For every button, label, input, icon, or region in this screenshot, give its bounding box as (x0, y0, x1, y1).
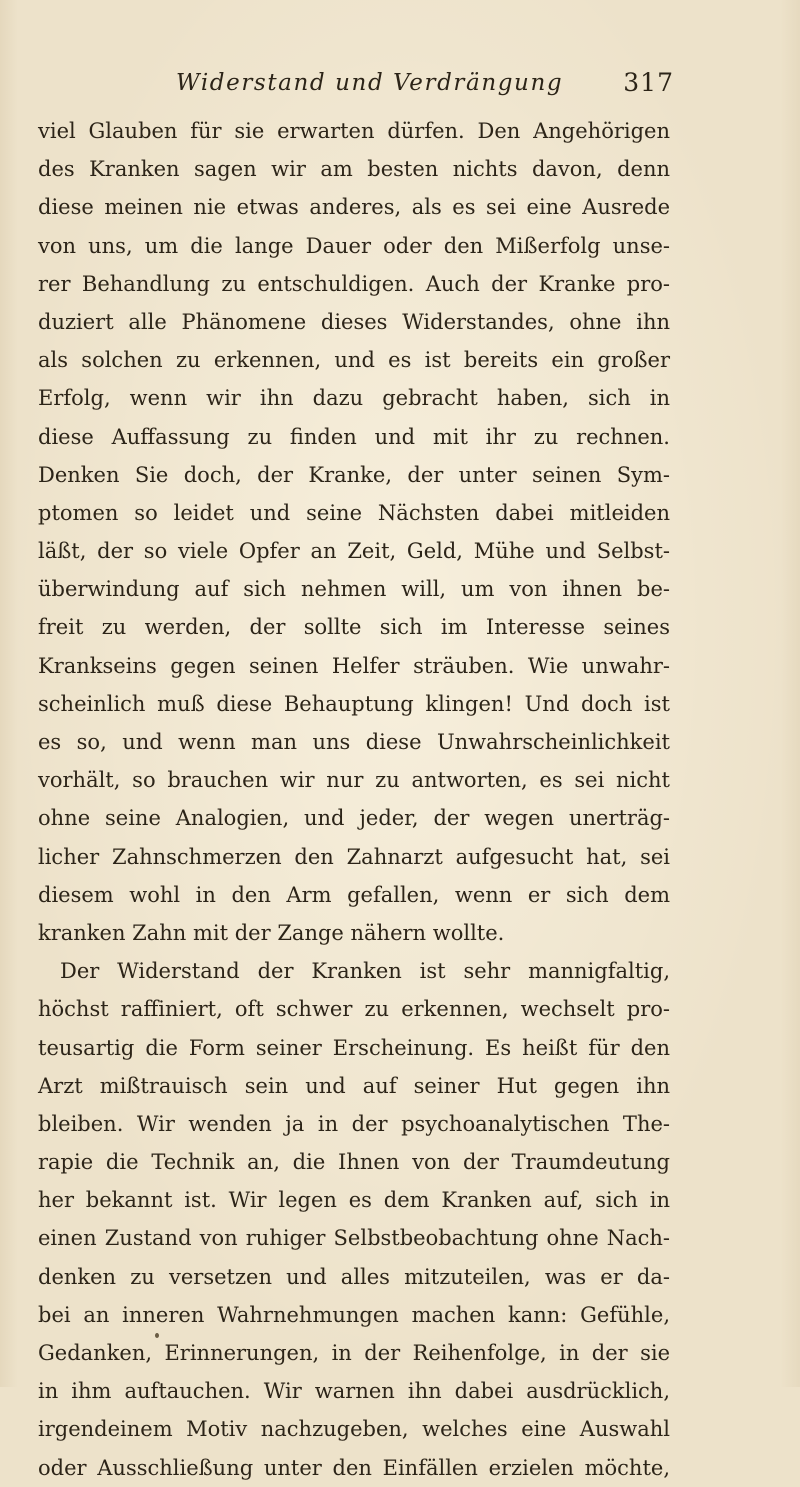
text-line: des Kranken sagen wir am besten nichts davon, denn (38, 157, 670, 182)
text-line: von uns, um die lange Dauer oder den Mißerfolg unse- (38, 233, 670, 258)
text-line: diese meinen nie etwas anderes, als es sei eine Ausrede (38, 195, 670, 220)
text-line: diese Auffassung zu finden und mit ihr zu rechnen. (38, 424, 670, 449)
text-line: läßt, der so viele Opfer an Zeit, Geld, Mühe und Selbst- (38, 539, 670, 564)
text-line: bleiben. Wir wenden ja in der psychoanalytischen The- (38, 1111, 670, 1136)
running-head (38, 68, 674, 104)
running-head-title: Widerstand und Verdrängung (176, 70, 564, 96)
paper-speck (155, 1333, 159, 1338)
text-line: duziert alle Phänomene dieses Widerstandes, ohne ihn (38, 309, 670, 334)
text-line: Arzt mißtrauisch sein und auf seiner Hut gegen ihn (38, 1073, 670, 1098)
text-line: her bekannt ist. Wir legen es dem Kranken auf, sich in (38, 1188, 670, 1213)
paragraph-first-line: Der Widerstand der Kranken ist sehr mannigfaltig, (60, 959, 670, 984)
text-line: freit zu werden, der sollte sich im Interesse seines (38, 615, 670, 640)
text-line: vorhält, so brauchen wir nur zu antworten, es sei nicht (38, 768, 670, 793)
text-line: in ihm auftauchen. Wir warnen ihn dabei ausdrücklich, (38, 1379, 670, 1404)
text-line: als solchen zu erkennen, und es ist bereits ein großer (38, 348, 670, 373)
text-line: überwindung auf sich nehmen will, um von ihnen be- (38, 577, 670, 602)
text-line: rapie die Technik an, die Ihnen von der Traumdeutung (38, 1150, 670, 1175)
text-line: es so, und wenn man uns diese Unwahrscheinlichkeit (38, 730, 670, 754)
paragraph-last-line: kranken Zahn mit der Zange nähern wollte. (38, 920, 505, 945)
page-number: 317 (623, 68, 674, 97)
text-line: oder Ausschließung unter den Einfällen erzielen möchte, (38, 1455, 670, 1480)
text-line: ohne seine Analogien, und jeder, der wegen unerträg- (38, 806, 670, 831)
text-line: scheinlich muß diese Behauptung klingen! Und doch ist (38, 691, 670, 716)
text-line: denken zu versetzen und alles mitzuteilen, was er da- (38, 1264, 670, 1289)
text-line: Krankseins gegen seinen Helfer sträuben. Wie unwahr- (38, 653, 670, 678)
text-line: teusartig die Form seiner Erscheinung. Es heißt für den (38, 1035, 670, 1060)
text-line: rer Behandlung zu entschuldigen. Auch der Kranke pro- (38, 271, 670, 296)
text-line: Denken Sie doch, der Kranke, der unter seinen Sym- (38, 462, 670, 487)
text-line: viel Glauben für sie erwarten dürfen. Den Angehörigen (38, 119, 670, 143)
body-text (38, 112, 670, 1487)
text-line: höchst raffiniert, oft schwer zu erkennen, wechselt pro- (38, 997, 670, 1022)
text-line: Gedanken, Erinnerungen, in der Reihenfolge, in der sie (38, 1341, 670, 1365)
text-line: licher Zahnschmerzen den Zahnarzt aufgesucht hat, sei (38, 844, 670, 869)
text-line: einen Zustand von ruhiger Selbstbeobachtung ohne Nach- (38, 1226, 670, 1251)
text-line: diesem wohl in den Arm gefallen, wenn er sich dem (38, 882, 670, 907)
text-line: irgendeinem Motiv nachzugeben, welches eine Auswahl (38, 1417, 670, 1442)
text-line: ptomen so leidet und seine Nächsten dabei mitleiden (38, 500, 670, 525)
text-line: Erfolg, wenn wir ihn dazu gebracht haben, sich in (38, 386, 670, 411)
text-line: bei an inneren Wahrnehmungen machen kann: Gefühle, (38, 1302, 670, 1327)
